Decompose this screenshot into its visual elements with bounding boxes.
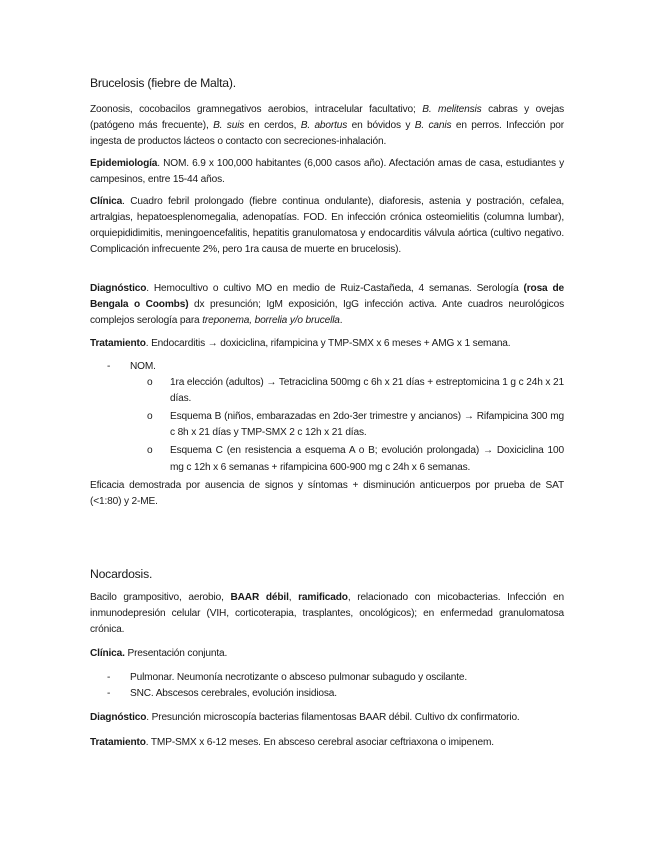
nocardosis-tratamiento-paragraph: Tratamiento. TMP-SMX x 6-12 meses. En absceso cerebral asociar ceftriaxona o imipenem. [90, 737, 494, 748]
dash-bullet: - [107, 672, 111, 683]
brucelosis-clinica-paragraph: Clínica. Cuadro febril prolongado (fiebre continua ondulante), diaforesis, astenia y postración, cefalea, artralgias, hepatoesplenomegalia, adenopatías. FOD. En infección crónica osteomielitis (columna lumbar), orquiepididimitis, meningoencefalitis, hepatitis granulomatosa y endocarditis válvula aórtica (cultivo negativo. Complicación infrecuente 2%, pero 1ra causa de muerte en brucelosis). [90, 196, 564, 256]
brucelosis-tratamiento-paragraph: Tratamiento. Endocarditis → doxiciclina, rifampicina y TMP-SMX x 6 meses + AMG x 1 semana. [90, 338, 511, 349]
nom-scheme-item [90, 375, 564, 407]
circle-bullet: o [147, 411, 153, 423]
nocardosis-clinica-list [90, 670, 564, 702]
section-title-nocardosis: Nocardosis. [90, 567, 153, 581]
nom-list-item [90, 359, 564, 375]
nom-list [90, 359, 564, 476]
dash-bullet: - [107, 688, 111, 700]
brucelosis-eficacia-paragraph: Eficacia demostrada por ausencia de signos y síntomas + disminución anticuerpos por prueba de SAT (<1:80) y 2-ME. [90, 480, 564, 508]
nom-scheme-item [90, 443, 564, 475]
list-item: - Pulmonar. Neumonía necrotizante o absceso pulmonar subagudo y oscilante. [90, 670, 564, 686]
nom-label: NOM. [130, 361, 156, 372]
nocardosis-clinica-paragraph: Clínica. Presentación conjunta. [90, 648, 228, 659]
nom-scheme-text: Esquema C (en resistencia a esquema A o B; evolución prolongada) → Doxiciclina 100 mg c 12h x 6 semanas + rifampicina 600-900 mg c 24h x 6 semanas. [170, 445, 564, 473]
nocardosis-intro-paragraph: Bacilo grampositivo, aerobio, BAAR débil, ramificado, relacionado con micobacterias. Infección en inmunodepresión celular (VIH, corticoterapia, trasplantes, oncológicos); en enfermedad granulomatosa crónica. [90, 592, 564, 636]
dash-bullet: - [107, 361, 111, 372]
nom-scheme-text: Esquema B (niños, embarazadas en 2do-3er trimestre y ancianos) → Rifampicina 300 mg c 8h x 21 días y TMP-SMX 2 c 12h x 21 días. [170, 411, 564, 439]
list-item: - SNC. Abscesos cerebrales, evolución insidiosa. [90, 686, 564, 702]
circle-bullet: o [147, 377, 153, 389]
nom-scheme-item [90, 409, 564, 441]
brucelosis-diagnostico-paragraph: Diagnóstico. Hemocultivo o cultivo MO en medio de Ruiz-Castañeda, 4 semanas. Serología (rosa de Bengala o Coombs) dx presunción; IgM exposición, IgG infección activa. Ante cuadros neurológicos complejos serología para treponema, borrelia y/o brucella. [90, 283, 564, 327]
section-title-brucelosis: Brucelosis (fiebre de Malta). [90, 76, 236, 90]
nom-scheme-text: 1ra elección (adultos) → Tetraciclina 500mg c 6h x 21 días + estreptomicina 1 g c 24h x 21 días. [170, 377, 564, 405]
circle-bullet: o [147, 445, 153, 457]
brucelosis-epidemiologia-paragraph: Epidemiología. NOM. 6.9 x 100,000 habitantes (6,000 casos año). Afectación amas de casa, estudiantes y campesinos, entre 15-44 años. [90, 158, 564, 186]
brucelosis-intro-paragraph: Zoonosis, cocobacilos gramnegativos aerobios, intracelular facultativo; B. melitensis cabras y ovejas (patógeno más frecuente), B. suis en cerdos, B. abortus en bóvidos y B. canis en perros. Infección por ingesta de productos lácteos o contacto con secreciones-inhalación. [90, 104, 565, 148]
nocardosis-diagnostico-paragraph: Diagnóstico. Presunción microscopía bacterias filamentosas BAAR débil. Cultivo dx confirmatorio. [90, 712, 520, 723]
